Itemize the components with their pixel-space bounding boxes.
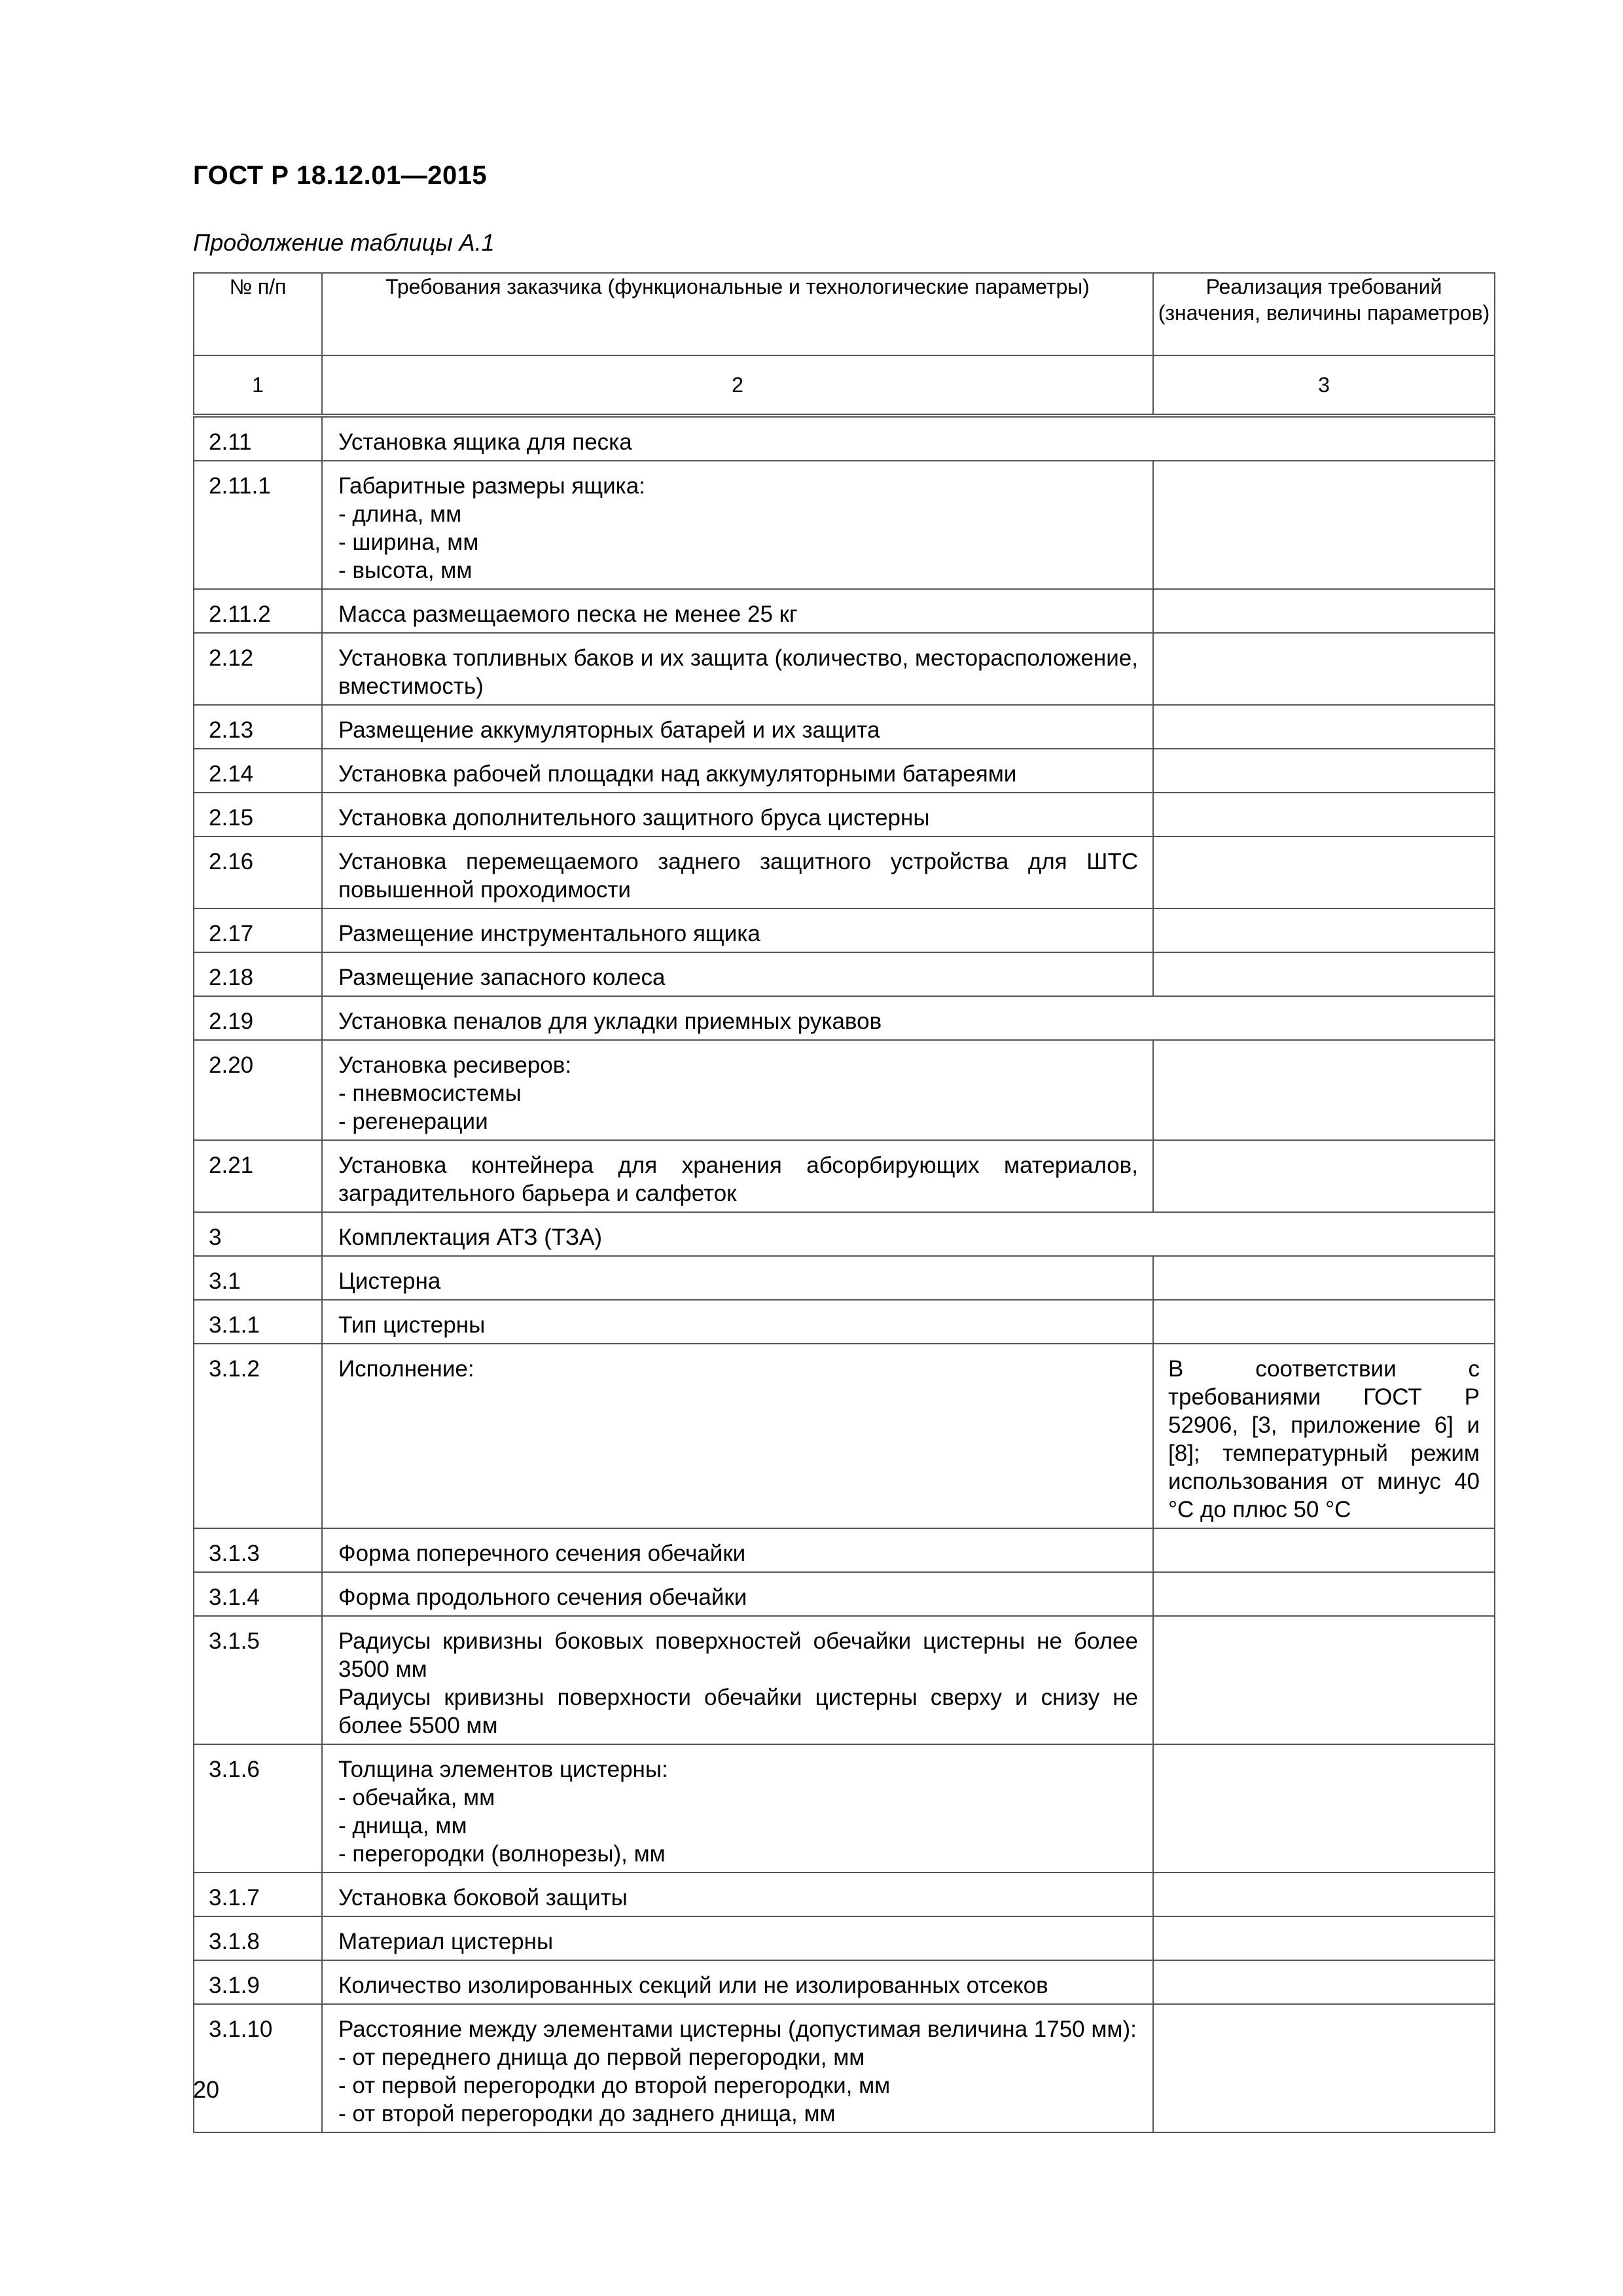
requirement-cell <box>322 749 1153 793</box>
implementation-cell <box>1153 749 1495 793</box>
column-number-row <box>194 355 1495 416</box>
row-number: 2.18 <box>194 952 322 996</box>
requirements-table <box>193 272 1495 2133</box>
requirement-subitem: - от переднего днища до первой перегородки, мм <box>338 2045 865 2070</box>
requirement-cell <box>322 1960 1153 2004</box>
table-row <box>194 1528 1495 1572</box>
column-number: 2 <box>322 355 1153 416</box>
requirement-cell <box>322 1916 1153 1960</box>
requirement-text: Комплектация АТЗ (ТЗА) <box>338 1225 603 1250</box>
requirement-text: Установка перемещаемого заднего защитного устройства для ШТС повышенной проходимости <box>338 849 1138 903</box>
table-row <box>194 461 1495 589</box>
requirement-subitem: - регенерации <box>338 1109 488 1134</box>
table-row <box>194 2004 1495 2132</box>
table-row <box>194 633 1495 705</box>
requirement-subitem: - длина, мм <box>338 501 462 527</box>
table-row <box>194 1212 1495 1256</box>
table-row <box>194 1572 1495 1616</box>
requirement-text: Тип цистерны <box>338 1312 486 1338</box>
implementation-cell <box>1153 1960 1495 2004</box>
table-row <box>194 705 1495 749</box>
document-header: ГОСТ Р 18.12.01—2015 <box>193 161 488 190</box>
requirement-text: Исполнение: <box>338 1356 474 1382</box>
table-row <box>194 836 1495 908</box>
implementation-cell <box>1153 1744 1495 1873</box>
column-header-implementation: Реализация требований (значения, величины параметров) <box>1153 273 1495 355</box>
requirement-cell <box>322 633 1153 705</box>
table-row <box>194 793 1495 836</box>
table-row <box>194 1300 1495 1344</box>
column-number: 3 <box>1153 355 1495 416</box>
requirement-cell <box>322 836 1153 908</box>
row-number: 2.19 <box>194 996 322 1040</box>
requirement-cell <box>322 908 1153 952</box>
implementation-cell <box>1153 1528 1495 1572</box>
requirement-text: Установка боковой защиты <box>338 1885 628 1910</box>
requirement-cell <box>322 1744 1153 1873</box>
table-header-row <box>194 273 1495 355</box>
row-number: 2.16 <box>194 836 322 908</box>
requirement-text: Установка дополнительного защитного бруса цистерны <box>338 805 930 831</box>
row-number: 3.1.8 <box>194 1916 322 1960</box>
requirement-cell <box>322 1616 1153 1744</box>
row-number: 3.1.7 <box>194 1873 322 1916</box>
row-number: 2.17 <box>194 908 322 952</box>
implementation-cell <box>1153 1572 1495 1616</box>
requirement-text: Габаритные размеры ящика: <box>338 473 645 499</box>
requirement-text: Форма поперечного сечения обечайки <box>338 1541 746 1566</box>
implementation-cell <box>1153 633 1495 705</box>
row-number: 2.12 <box>194 633 322 705</box>
table-row <box>194 416 1495 461</box>
table-row <box>194 589 1495 633</box>
requirement-text: Радиусы кривизны поверхности обечайки цистерны сверху и снизу не более 5500 мм <box>338 1685 1138 1738</box>
requirement-subitem: - пневмосистемы <box>338 1081 522 1106</box>
row-number: 2.15 <box>194 793 322 836</box>
requirement-cell <box>322 705 1153 749</box>
implementation-cell <box>1153 461 1495 589</box>
table-body <box>194 416 1495 2132</box>
requirement-text: Форма продольного сечения обечайки <box>338 1585 747 1610</box>
row-number: 3.1.5 <box>194 1616 322 1744</box>
column-header-number: № п/п <box>194 273 322 355</box>
requirement-cell <box>322 996 1495 1040</box>
requirement-cell <box>322 1572 1153 1616</box>
table-row <box>194 749 1495 793</box>
requirement-subitem: - обечайка, мм <box>338 1785 495 1810</box>
row-number: 2.20 <box>194 1040 322 1140</box>
row-number: 3.1.1 <box>194 1300 322 1344</box>
row-number: 3.1.4 <box>194 1572 322 1616</box>
column-number: 1 <box>194 355 322 416</box>
requirement-text: Материал цистерны <box>338 1929 554 1954</box>
requirement-subitem: - перегородки (волнорезы), мм <box>338 1841 666 1867</box>
implementation-cell <box>1153 2004 1495 2132</box>
table-caption: Продолжение таблицы А.1 <box>193 229 495 256</box>
requirement-cell <box>322 1140 1153 1212</box>
requirement-text: Установка контейнера для хранения абсорбирующих материалов, заградительного барьера и салфеток <box>338 1153 1138 1206</box>
table-row <box>194 1873 1495 1916</box>
implementation-cell <box>1153 589 1495 633</box>
table-row <box>194 1616 1495 1744</box>
requirement-cell <box>322 2004 1153 2132</box>
requirement-text: Размещение запасного колеса <box>338 965 666 990</box>
row-number: 2.11.1 <box>194 461 322 589</box>
row-number: 2.11.2 <box>194 589 322 633</box>
requirement-cell <box>322 793 1153 836</box>
requirement-text: Установка рабочей площадки над аккумуляторными батареями <box>338 761 1017 787</box>
requirement-subitem: - от второй перегородки до заднего днища, мм <box>338 2101 836 2126</box>
requirement-text: Расстояние между элементами цистерны (допустимая величина 1750 мм): <box>338 2017 1137 2042</box>
requirement-text: Толщина элементов цистерны: <box>338 1757 668 1782</box>
row-number: 3.1.6 <box>194 1744 322 1873</box>
row-number: 2.13 <box>194 705 322 749</box>
requirement-cell <box>322 1040 1153 1140</box>
table-row <box>194 1744 1495 1873</box>
requirement-cell <box>322 952 1153 996</box>
requirement-subitem: - ширина, мм <box>338 529 479 555</box>
requirement-cell <box>322 1528 1153 1572</box>
requirement-cell <box>322 1344 1153 1528</box>
requirement-text: Радиусы кривизны боковых поверхностей обечайки цистерны не более 3500 мм <box>338 1628 1138 1682</box>
requirement-subitem: - днища, мм <box>338 1813 467 1839</box>
implementation-cell <box>1153 1616 1495 1744</box>
table-row <box>194 1960 1495 2004</box>
column-header-requirements: Требования заказчика (функциональные и технологические параметры) <box>322 273 1153 355</box>
requirement-subitem: - высота, мм <box>338 558 473 583</box>
table-row <box>194 1256 1495 1300</box>
implementation-cell: В соответствии с требованиями ГОСТ Р 52906, [3, приложение 6] и [8]; температурный режим использования от минус 40 °С до плюс 50 °С <box>1153 1344 1495 1528</box>
table-row <box>194 1040 1495 1140</box>
implementation-cell <box>1153 1040 1495 1140</box>
implementation-cell <box>1153 836 1495 908</box>
requirement-cell <box>322 589 1153 633</box>
row-number: 3.1 <box>194 1256 322 1300</box>
requirement-text: Размещение инструментального ящика <box>338 921 760 946</box>
table-row <box>194 996 1495 1040</box>
implementation-cell <box>1153 1300 1495 1344</box>
requirement-text: Установка пеналов для укладки приемных рукавов <box>338 1009 882 1034</box>
requirement-cell <box>322 1256 1153 1300</box>
implementation-cell <box>1153 793 1495 836</box>
table-row <box>194 1140 1495 1212</box>
implementation-cell <box>1153 1873 1495 1916</box>
requirement-text: Установка топливных баков и их защита (количество, месторасположение, вместимость) <box>338 645 1138 699</box>
implementation-cell <box>1153 1140 1495 1212</box>
requirement-cell <box>322 1212 1495 1256</box>
row-number: 2.14 <box>194 749 322 793</box>
requirement-text: Масса размещаемого песка не менее 25 кг <box>338 601 798 627</box>
table-row <box>194 908 1495 952</box>
requirement-cell <box>322 416 1495 461</box>
row-number: 3.1.2 <box>194 1344 322 1528</box>
table-row <box>194 1916 1495 1960</box>
requirement-text: Количество изолированных секций или не изолированных отсеков <box>338 1973 1048 1998</box>
row-number: 2.21 <box>194 1140 322 1212</box>
table-row <box>194 952 1495 996</box>
requirement-subitem: - от первой перегородки до второй перегородки, мм <box>338 2073 891 2098</box>
implementation-cell <box>1153 908 1495 952</box>
implementation-cell <box>1153 952 1495 996</box>
requirement-cell <box>322 461 1153 589</box>
row-number: 2.11 <box>194 416 322 461</box>
row-number: 3 <box>194 1212 322 1256</box>
row-number: 3.1.3 <box>194 1528 322 1572</box>
requirement-text: Установка ресиверов: <box>338 1052 572 1078</box>
table-row <box>194 1344 1495 1528</box>
requirement-text: Цистерна <box>338 1268 441 1294</box>
requirement-text: Размещение аккумуляторных батарей и их защита <box>338 717 880 743</box>
row-number: 3.1.9 <box>194 1960 322 2004</box>
implementation-cell <box>1153 1256 1495 1300</box>
requirement-cell <box>322 1300 1153 1344</box>
requirement-cell <box>322 1873 1153 1916</box>
page-number: 20 <box>193 2076 220 2103</box>
requirement-text: Установка ящика для песка <box>338 429 632 455</box>
row-number: 3.1.10 <box>194 2004 322 2132</box>
implementation-cell <box>1153 705 1495 749</box>
implementation-cell <box>1153 1916 1495 1960</box>
